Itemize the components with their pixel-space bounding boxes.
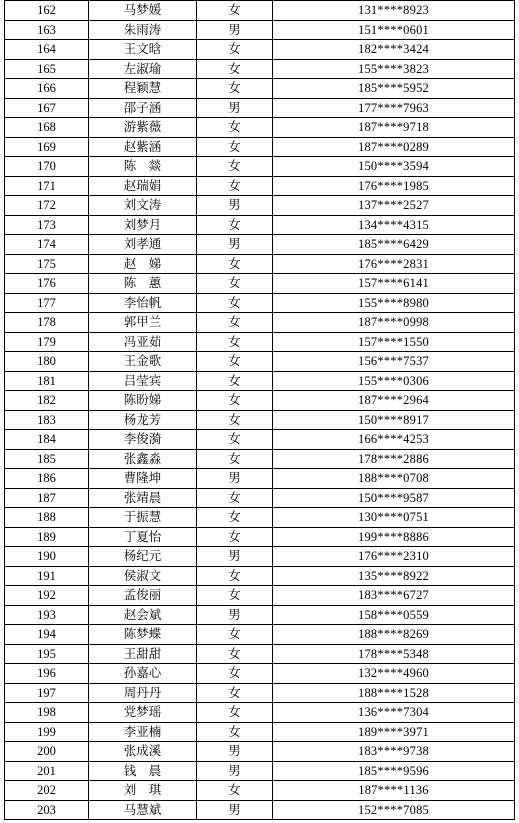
table-row	[5, 332, 515, 352]
row-gender: 女	[197, 781, 273, 801]
table-row	[5, 664, 515, 684]
row-gender: 女	[197, 157, 273, 177]
row-number: 169	[5, 137, 89, 157]
row-phone: 187****2964	[273, 391, 515, 411]
row-name: 冯亚茹	[89, 332, 197, 352]
row-phone: 187****1136	[273, 781, 515, 801]
table-row	[5, 196, 515, 216]
row-number: 189	[5, 527, 89, 547]
row-name: 刘梦月	[89, 215, 197, 235]
row-number: 196	[5, 664, 89, 684]
row-gender: 女	[197, 352, 273, 372]
row-phone: 157****6141	[273, 274, 515, 294]
row-name: 张成溪	[89, 742, 197, 762]
row-phone: 137****2527	[273, 196, 515, 216]
row-gender: 女	[197, 215, 273, 235]
row-phone: 188****1528	[273, 683, 515, 703]
row-gender: 女	[197, 410, 273, 430]
row-number: 195	[5, 644, 89, 664]
row-gender: 男	[197, 235, 273, 255]
row-phone: 158****0559	[273, 605, 515, 625]
row-gender: 女	[197, 313, 273, 333]
row-gender: 女	[197, 527, 273, 547]
table-row	[5, 410, 515, 430]
table-row	[5, 527, 515, 547]
row-name: 刘文涛	[89, 196, 197, 216]
row-gender: 女	[197, 664, 273, 684]
row-name: 王文晗	[89, 40, 197, 60]
row-gender: 男	[197, 761, 273, 781]
row-name: 曹隆坤	[89, 469, 197, 489]
row-phone: 150****3594	[273, 157, 515, 177]
row-gender: 女	[197, 1, 273, 21]
table-row	[5, 79, 515, 99]
row-gender: 男	[197, 469, 273, 489]
table-row	[5, 781, 515, 801]
table-row	[5, 703, 515, 723]
row-number: 167	[5, 98, 89, 118]
row-number: 182	[5, 391, 89, 411]
table-row	[5, 469, 515, 489]
table-row	[5, 449, 515, 469]
row-name: 李亚楠	[89, 722, 197, 742]
row-phone: 183****6727	[273, 586, 515, 606]
row-gender: 女	[197, 488, 273, 508]
row-number: 181	[5, 371, 89, 391]
table-row	[5, 293, 515, 313]
table-row	[5, 430, 515, 450]
row-name: 陈 蕙	[89, 274, 197, 294]
row-gender: 女	[197, 79, 273, 99]
row-phone: 152****7085	[273, 800, 515, 820]
row-name: 于振慧	[89, 508, 197, 528]
row-gender: 女	[197, 430, 273, 450]
row-name: 赵紫涵	[89, 137, 197, 157]
row-number: 198	[5, 703, 89, 723]
row-name: 钱 晨	[89, 761, 197, 781]
row-number: 174	[5, 235, 89, 255]
row-name: 郭甲兰	[89, 313, 197, 333]
table-row	[5, 742, 515, 762]
row-phone: 178****2886	[273, 449, 515, 469]
row-name: 王金歌	[89, 352, 197, 372]
row-number: 170	[5, 157, 89, 177]
row-number: 197	[5, 683, 89, 703]
row-phone: 185****9596	[273, 761, 515, 781]
row-phone: 132****4960	[273, 664, 515, 684]
row-phone: 134****4315	[273, 215, 515, 235]
table-row	[5, 371, 515, 391]
table-row	[5, 761, 515, 781]
row-number: 172	[5, 196, 89, 216]
row-number: 193	[5, 605, 89, 625]
row-name: 杨纪元	[89, 547, 197, 567]
row-number: 178	[5, 313, 89, 333]
row-name: 赵瑞娟	[89, 176, 197, 196]
row-phone: 166****4253	[273, 430, 515, 450]
row-name: 左淑瑜	[89, 59, 197, 79]
row-phone: 155****3823	[273, 59, 515, 79]
row-name: 吕莹宾	[89, 371, 197, 391]
table-row	[5, 644, 515, 664]
table-row	[5, 1, 515, 21]
row-phone: 155****0306	[273, 371, 515, 391]
row-number: 187	[5, 488, 89, 508]
row-number: 188	[5, 508, 89, 528]
row-gender: 女	[197, 644, 273, 664]
row-phone: 136****7304	[273, 703, 515, 723]
row-number: 177	[5, 293, 89, 313]
row-gender: 女	[197, 332, 273, 352]
row-gender: 男	[197, 547, 273, 567]
table-row	[5, 235, 515, 255]
table-row	[5, 566, 515, 586]
row-name: 李怡帆	[89, 293, 197, 313]
row-gender: 女	[197, 137, 273, 157]
table-row	[5, 20, 515, 40]
table-row	[5, 625, 515, 645]
row-phone: 187****0289	[273, 137, 515, 157]
table-row	[5, 722, 515, 742]
row-gender: 女	[197, 722, 273, 742]
row-gender: 女	[197, 391, 273, 411]
row-name: 孙嘉心	[89, 664, 197, 684]
row-gender: 男	[197, 800, 273, 820]
row-number: 194	[5, 625, 89, 645]
row-phone: 157****1550	[273, 332, 515, 352]
row-name: 陈盼娣	[89, 391, 197, 411]
table-row	[5, 391, 515, 411]
row-gender: 女	[197, 254, 273, 274]
row-number: 184	[5, 430, 89, 450]
row-number: 179	[5, 332, 89, 352]
table-row	[5, 488, 515, 508]
row-phone: 150****8917	[273, 410, 515, 430]
row-gender: 男	[197, 20, 273, 40]
row-phone: 150****9587	[273, 488, 515, 508]
row-name: 张靖晨	[89, 488, 197, 508]
row-gender: 女	[197, 118, 273, 138]
row-gender: 女	[197, 371, 273, 391]
row-name: 马梦媛	[89, 1, 197, 21]
row-number: 176	[5, 274, 89, 294]
row-name: 杨龙芳	[89, 410, 197, 430]
row-phone: 185****6429	[273, 235, 515, 255]
table-row	[5, 215, 515, 235]
row-gender: 女	[197, 683, 273, 703]
row-gender: 女	[197, 586, 273, 606]
roster-table	[4, 0, 515, 820]
table-row	[5, 157, 515, 177]
row-number: 173	[5, 215, 89, 235]
row-name: 刘 琪	[89, 781, 197, 801]
row-name: 周丹丹	[89, 683, 197, 703]
row-number: 186	[5, 469, 89, 489]
table-row	[5, 98, 515, 118]
row-name: 李俊漪	[89, 430, 197, 450]
row-number: 200	[5, 742, 89, 762]
row-gender: 女	[197, 176, 273, 196]
table-row	[5, 605, 515, 625]
row-phone: 187****9718	[273, 118, 515, 138]
row-gender: 女	[197, 293, 273, 313]
row-gender: 男	[197, 196, 273, 216]
row-phone: 176****2831	[273, 254, 515, 274]
row-number: 199	[5, 722, 89, 742]
row-number: 175	[5, 254, 89, 274]
row-number: 163	[5, 20, 89, 40]
row-name: 刘孝通	[89, 235, 197, 255]
row-phone: 130****0751	[273, 508, 515, 528]
table-row	[5, 352, 515, 372]
row-phone: 178****5348	[273, 644, 515, 664]
row-name: 侯淑文	[89, 566, 197, 586]
row-name: 邵子涵	[89, 98, 197, 118]
row-gender: 女	[197, 625, 273, 645]
row-gender: 女	[197, 449, 273, 469]
row-phone: 189****3971	[273, 722, 515, 742]
table-row	[5, 118, 515, 138]
row-gender: 男	[197, 742, 273, 762]
row-phone: 135****8922	[273, 566, 515, 586]
row-name: 党梦瑶	[89, 703, 197, 723]
table-row	[5, 137, 515, 157]
row-number: 202	[5, 781, 89, 801]
table-row	[5, 254, 515, 274]
table-row	[5, 800, 515, 820]
row-phone: 155****8980	[273, 293, 515, 313]
row-gender: 女	[197, 703, 273, 723]
row-phone: 185****5952	[273, 79, 515, 99]
row-phone: 131****8923	[273, 1, 515, 21]
row-number: 183	[5, 410, 89, 430]
table-row	[5, 547, 515, 567]
row-gender: 男	[197, 605, 273, 625]
row-gender: 女	[197, 274, 273, 294]
row-phone: 199****8886	[273, 527, 515, 547]
row-number: 190	[5, 547, 89, 567]
row-name: 陈梦蝶	[89, 625, 197, 645]
table-row	[5, 59, 515, 79]
row-gender: 男	[197, 98, 273, 118]
row-number: 165	[5, 59, 89, 79]
table-row	[5, 586, 515, 606]
row-phone: 176****1985	[273, 176, 515, 196]
table-row	[5, 508, 515, 528]
row-gender: 女	[197, 566, 273, 586]
row-name: 孟俊丽	[89, 586, 197, 606]
row-number: 164	[5, 40, 89, 60]
row-phone: 188****8269	[273, 625, 515, 645]
row-number: 185	[5, 449, 89, 469]
row-name: 马慧斌	[89, 800, 197, 820]
row-name: 陈 燚	[89, 157, 197, 177]
row-name: 程颖慧	[89, 79, 197, 99]
row-phone: 187****0998	[273, 313, 515, 333]
row-phone: 188****0708	[273, 469, 515, 489]
row-number: 162	[5, 1, 89, 21]
row-number: 192	[5, 586, 89, 606]
row-number: 201	[5, 761, 89, 781]
row-name: 游紫薇	[89, 118, 197, 138]
row-number: 203	[5, 800, 89, 820]
row-name: 王甜甜	[89, 644, 197, 664]
row-number: 191	[5, 566, 89, 586]
table-row	[5, 274, 515, 294]
row-phone: 183****9738	[273, 742, 515, 762]
table-row	[5, 313, 515, 333]
table-row	[5, 683, 515, 703]
row-number: 166	[5, 79, 89, 99]
row-gender: 女	[197, 40, 273, 60]
roster-table-body	[5, 1, 515, 820]
row-name: 赵会斌	[89, 605, 197, 625]
row-phone: 151****0601	[273, 20, 515, 40]
row-number: 180	[5, 352, 89, 372]
table-row	[5, 176, 515, 196]
row-phone: 177****7963	[273, 98, 515, 118]
table-row	[5, 40, 515, 60]
row-gender: 女	[197, 508, 273, 528]
row-number: 171	[5, 176, 89, 196]
row-phone: 156****7537	[273, 352, 515, 372]
row-phone: 176****2310	[273, 547, 515, 567]
row-phone: 182****3424	[273, 40, 515, 60]
row-name: 朱雨涛	[89, 20, 197, 40]
row-gender: 女	[197, 59, 273, 79]
row-name: 丁夏怡	[89, 527, 197, 547]
row-number: 168	[5, 118, 89, 138]
row-name: 张鑫淼	[89, 449, 197, 469]
row-name: 赵 娣	[89, 254, 197, 274]
